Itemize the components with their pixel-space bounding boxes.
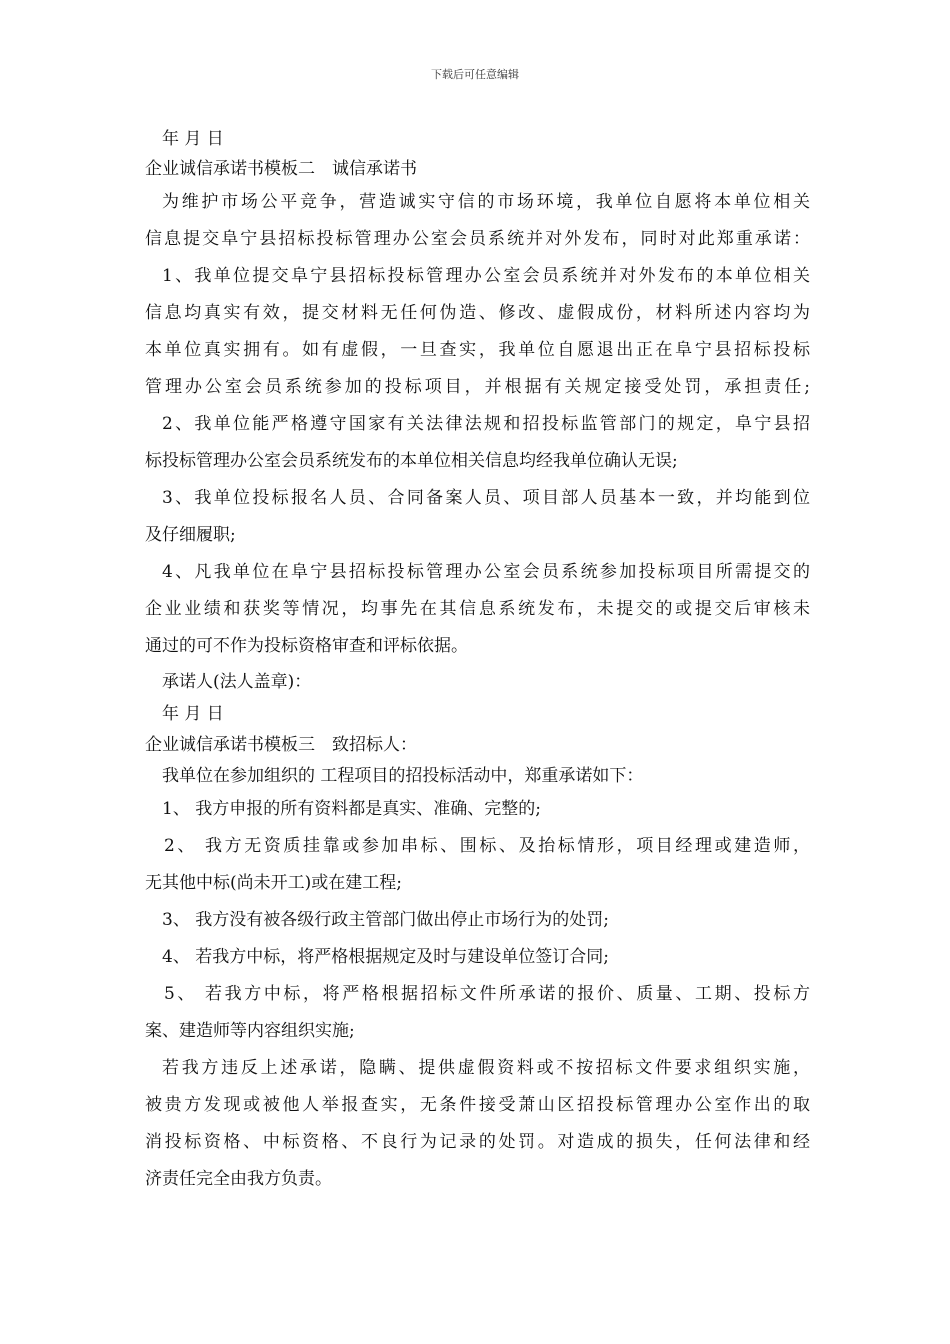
commitment-item-line: 本单位真实拥有。如有虚假，一旦查实，我单位自愿退出正在阜宁县招标投标 [145,340,810,360]
commitment-item-line: 2、我单位能严格遵守国家有关法律法规和招投标监管部门的规定，阜宁县招 [162,414,810,434]
commitment-item-line: 4、凡我单位在阜宁县招标投标管理办公室会员系统参加投标项目所需提交的 [162,562,810,582]
date-line: 年 月 日 [162,704,224,724]
commitment-item-line: 3、我单位投标报名人员、合同备案人员、项目部人员基本一致，并均能到位 [162,488,810,508]
intro-paragraph-line: 为维护市场公平竞争，营造诚实守信的市场环境，我单位自愿将本单位相关 [162,192,810,212]
closing-paragraph-line: 被贵方发现或被他人举报查实，无条件接受萧山区招投标管理办公室作出的取 [145,1095,810,1115]
pledge-item-line: 4、 若我方中标，将严格根据规定及时与建设单位签订合同; [162,947,609,967]
signer-line: 承诺人(法人盖章)： [162,672,312,692]
commitment-item-line: 标投标管理办公室会员系统发布的本单位相关信息均经我单位确认无误; [145,451,678,471]
intro-three-line: 我单位在参加组织的 工程项目的招投标活动中，郑重承诺如下： [162,766,644,786]
pledge-item-line: 1、 我方申报的所有资料都是真实、准确、完整的; [162,799,541,819]
pledge-item-line: 案、建造师等内容组织实施; [145,1021,355,1041]
date-line: 年 月 日 [162,129,224,149]
pledge-item-line: 无其他中标(尚未开工)或在建工程; [145,873,402,893]
template-three-title: 企业诚信承诺书模板三 致招标人： [145,735,417,755]
commitment-item-line: 管理办公室会员系统参加的投标项目，并根据有关规定接受处罚，承担责任; [145,377,810,397]
pledge-item-line: 2、 我方无资质挂靠或参加串标、围标、及抬标情形，项目经理或建造师， [164,836,810,856]
commitment-item-line: 通过的可不作为投标资格审查和评标依据。 [145,636,468,656]
intro-paragraph-line: 信息提交阜宁县招标投标管理办公室会员系统并对外发布，同时对此郑重承诺： [145,229,810,249]
pledge-item-line: 3、 我方没有被各级行政主管部门做出停止市场行为的处罚; [162,910,609,930]
closing-paragraph-line: 济责任完全由我方负责。 [145,1169,332,1189]
template-two-title: 企业诚信承诺书模板二 诚信承诺书 [145,159,417,179]
closing-paragraph-line: 若我方违反上述承诺，隐瞒、提供虚假资料或不按招标文件要求组织实施， [162,1058,810,1078]
pledge-item-line: 5、 若我方中标，将严格根据招标文件所承诺的报价、质量、工期、投标方 [164,984,810,1004]
document-body [145,124,810,1198]
page-header-note: 下载后可任意编辑 [431,68,519,81]
commitment-item-line: 及仔细履职; [145,525,236,545]
commitment-item-line: 信息均真实有效，提交材料无任何伪造、修改、虚假成份，材料所述内容均为 [145,303,810,323]
commitment-item-line: 1、我单位提交阜宁县招标投标管理办公室会员系统并对外发布的本单位相关 [162,266,810,286]
closing-paragraph-line: 消投标资格、中标资格、不良行为记录的处罚。对造成的损失，任何法律和经 [145,1132,810,1152]
commitment-item-line: 企业业绩和获奖等情况，均事先在其信息系统发布，未提交的或提交后审核未 [145,599,810,619]
